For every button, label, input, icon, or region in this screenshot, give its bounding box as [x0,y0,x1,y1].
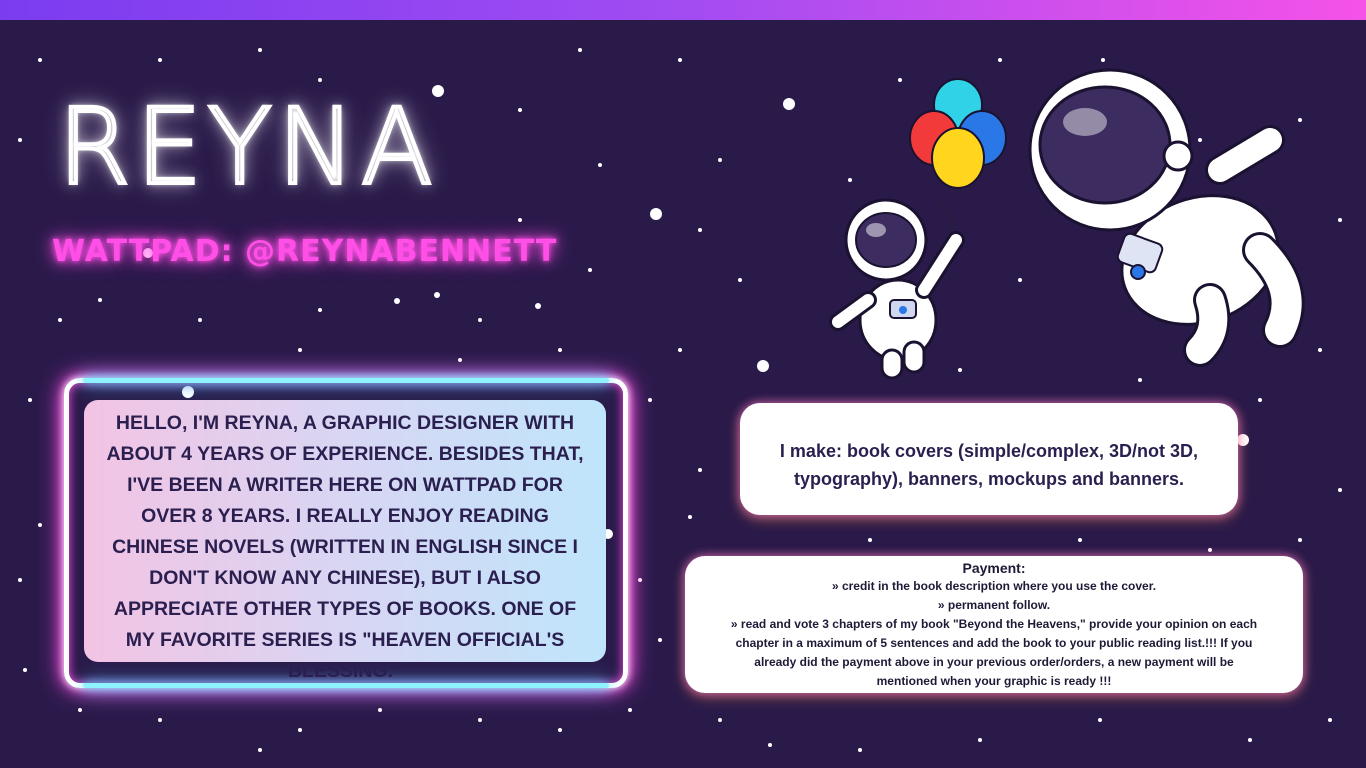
payment-heading: Payment: [962,560,1026,576]
bio-box [84,400,606,682]
payment-line-credit: » credit in the book description where you use the cover. [831,579,1157,593]
wattpad-handle[interactable]: WATTPAD: @REYNABENNETT [52,234,558,269]
page-title: REYNA [58,86,439,208]
payment-line-read-vote: » read and vote 3 chapters of my book "Beyond the Heavens," provide your opinion on each chapter in a maximum of 5 sentences and add the book to your public reading list.!!! If you already did the payment above in your previous order/orders, a new payment will be mentioned when your graphic is ready !!! [730,617,1258,688]
services-card [740,403,1238,515]
payment-line-follow: » permanent follow. [937,598,1051,612]
services-text: I make: book covers (simple/complex, 3D/not 3D, typography), banners, mockups and banners. [779,441,1199,489]
bio-text: HELLO, I'M REYNA, A GRAPHIC DESIGNER WITH ABOUT 4 YEARS OF EXPERIENCE. BESIDES THAT, I'VE BEEN A WRITER HERE ON WATTPAD FOR OVER 8 YEARS. I REALLY ENJOY READING CHINESE NOVELS (WRITTEN IN ENGLISH SINCE I DON'T KNOW ANY CHINESE), BUT I ALSO APPRECIATE OTHER TYPES OF BOOKS. ONE OF MY FAVORITE SERIES IS "HEAVEN OFFICIAL'S BLESSING." [106,412,584,682]
top-gradient-bar [0,0,1366,20]
astronauts-illustration [820,60,1320,400]
payment-card [685,556,1303,693]
